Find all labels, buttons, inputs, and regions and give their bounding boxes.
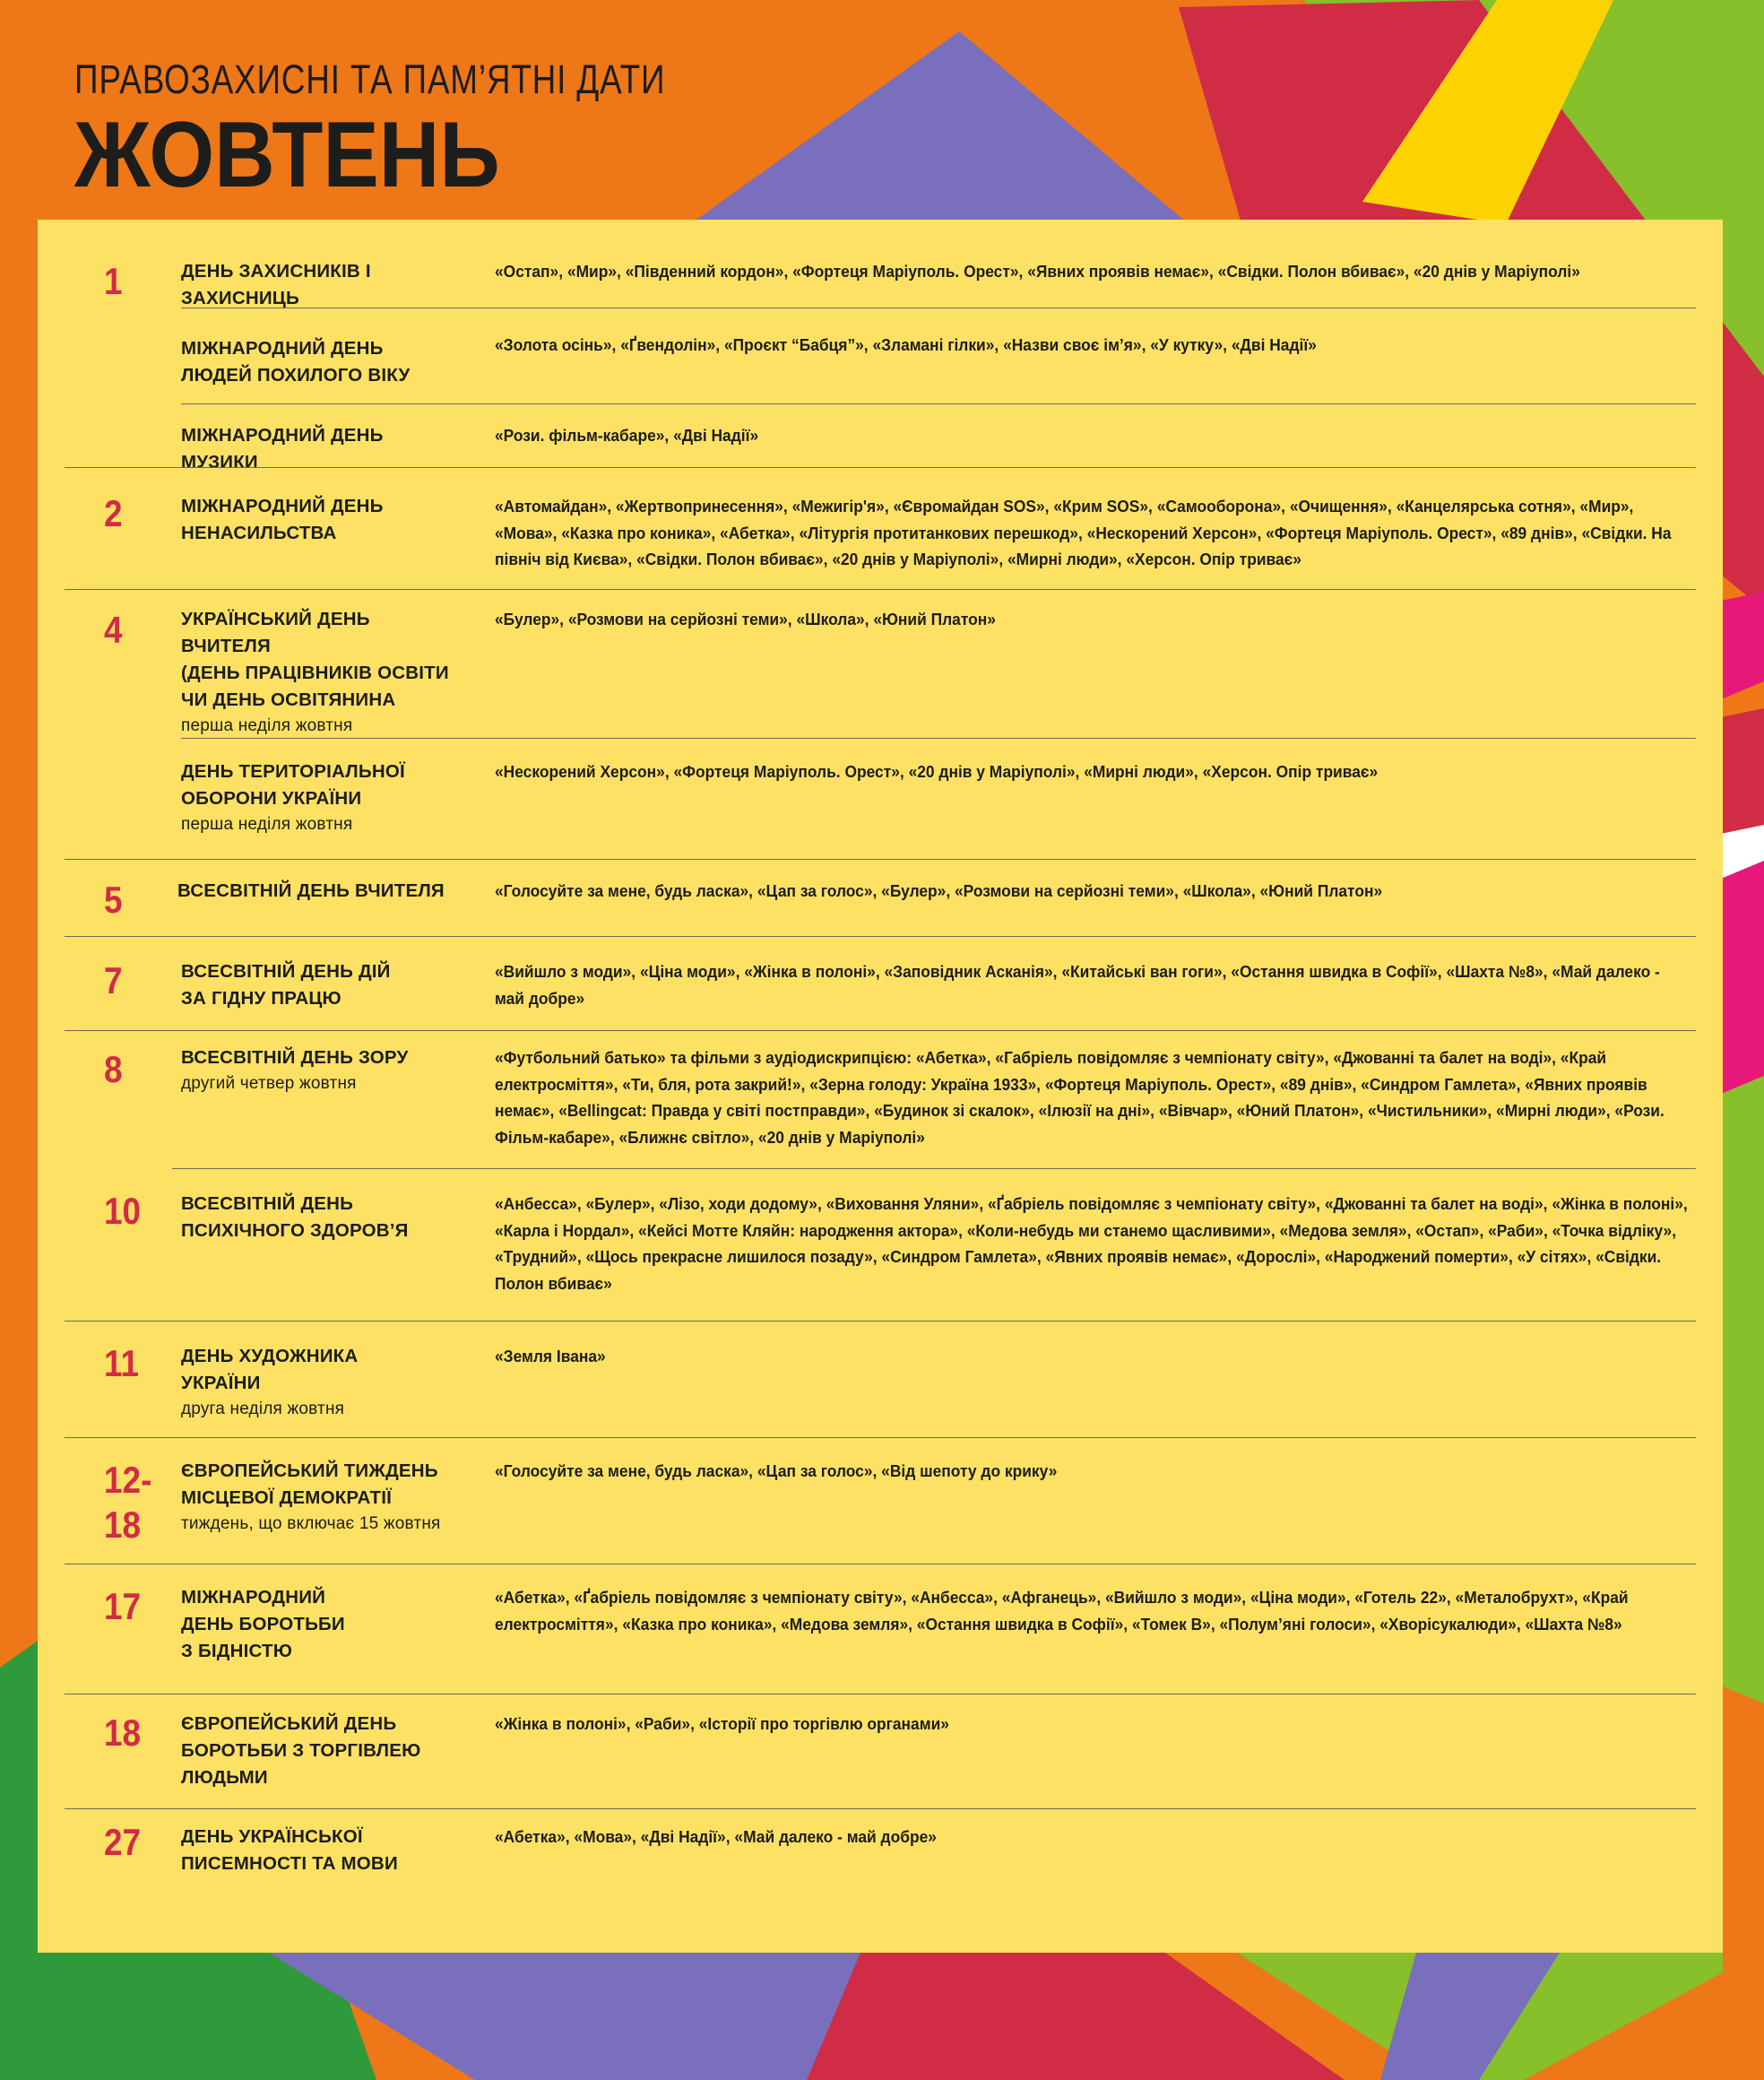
observance-note: друга неділя жовтня (181, 1400, 345, 1418)
day-number: 7 (104, 959, 123, 1001)
date-group-8 (65, 1031, 1696, 1169)
page-title: ЖОВТЕНЬ (74, 103, 500, 207)
date-entry (181, 1031, 1696, 1169)
date-entry (181, 590, 1696, 739)
day-number: 8 (104, 1048, 123, 1090)
date-entry (181, 937, 1696, 1031)
dates-table (38, 220, 1723, 1953)
date-entry (181, 468, 1696, 590)
observance-title: ВСЕСВІТНІЙ ДЕНЬ ВЧИТЕЛЯ (177, 880, 445, 901)
observance-name (181, 335, 459, 389)
date-group-2 (65, 468, 1696, 590)
observance-name (181, 1824, 459, 1877)
day-number: 5 (104, 879, 123, 921)
observance-name (181, 758, 459, 837)
date-group-11 (65, 1322, 1696, 1438)
observance-name (181, 1044, 459, 1096)
film-list: «Жінка в полоні», «Раби», «Історії про торгівлю органами» (495, 1714, 949, 1733)
film-list: «Земля Івана» (495, 1347, 606, 1365)
green-shape-right (1721, 1076, 1764, 1703)
observance-title: УКРАЇНСЬКИЙ ДЕНЬ ВЧИТЕЛЯ (ДЕНЬ ПРАЦІВНИКІВ ОСВІТИ ЧИ ДЕНЬ ОСВІТЯНИНА (181, 609, 449, 710)
film-list: «Анбесса», «Булер», «Лізо, ходи додому», «Виховання Уляни», «Ґабріель повідомляє з чемпіонату світу», «Джованні та балет на воді», «Жінка в полоні», «Карла і Нордал», «Кейсі Мотте Кляйн: народження актора», «Коли-небудь ми станемо щасливими», «Медова земля», «Остап», «Раби», «Точка відліку», «Трудний», «Щось прекрасне лишилося позаду», «Синдром Гамлета», «Явних проявів немає», «Дорослі», «Народжений померти», «У сітях», «Свідки. Полон вбиває» (495, 1194, 1688, 1293)
day-number: 10 (104, 1190, 142, 1232)
page-header (74, 56, 795, 207)
date-entry (181, 1438, 1696, 1564)
date-group-27 (65, 1809, 1696, 1917)
observance-title: ДЕНЬ ТЕРИТОРІАЛЬНОЇ ОБОРОНИ УКРАЇНИ (181, 761, 405, 809)
observance-note: другий четвер жовтня (181, 1074, 357, 1093)
film-list: «Вийшло з моди», «Ціна моди», «Жінка в полоні», «Заповідник Асканія», «Китайські ван гоги», «Остання швидка в Софії», «Шахта №8», «Май далеко - май добре» (495, 962, 1660, 1008)
date-entry (181, 220, 1696, 308)
film-list: «Остап», «Мир», «Південний кордон», «Фортеця Маріуполь. Орест», «Явних проявів немає», «Свідки. Полон вбиває», «20 днів у Маріуполі» (495, 262, 1580, 281)
film-list: «Абетка», «Мова», «Дві Надії», «Май далеко - май добре» (495, 1827, 937, 1846)
observance-name (181, 1458, 459, 1537)
observance-title: ВСЕСВІТНІЙ ДЕНЬ ЗОРУ (181, 1047, 409, 1068)
date-entry (181, 404, 1696, 472)
observance-name (181, 958, 459, 1012)
date-group-7 (65, 937, 1696, 1031)
film-list: «Рози. фільм-кабаре», «Дві Надії» (495, 426, 759, 445)
day-number: 17 (104, 1585, 142, 1627)
film-list: «Голосуйте за мене, будь ласка», «Цап за голос», «Булер», «Розмови на серйозні теми», «Школа», «Юний Платон» (495, 881, 1383, 900)
crimson-shape-right (1721, 708, 1764, 834)
page-subtitle: ПРАВОЗАХИСНІ ТА ПАМ’ЯТНІ ДАТИ (74, 56, 666, 102)
date-group-5 (65, 860, 1696, 937)
day-number: 18 (104, 1712, 142, 1754)
observance-name (181, 1584, 459, 1665)
observance-name (181, 1191, 459, 1244)
film-list: «Футбольний батько» та фільми з аудіодискрипцією: «Абетка», «Габріель повідомляє з чемпіонату світу», «Джованні та балет на воді», «Край електросміття», «Ти, бля, рота закрий!», «Зерна голоду: Україна 1933», «Фортеця Маріуполь. Орест», «89 днів», «Синдром Гамлета», «Явних проявів немає», «Bellingcat: Правда у світі постправди», «Будинок зі скалок», «Ілюзії на дні», «Вівчар», «Юний Платон», «Чистильники», «Мирні люди», «Рози. Фільм-кабаре», «Ближнє світло», «20 днів у Маріуполі» (495, 1048, 1665, 1147)
date-group-10 (65, 1169, 1696, 1322)
observance-name (181, 606, 459, 739)
day-number: 27 (104, 1821, 142, 1863)
green-shape-left (0, 1641, 38, 1972)
day-number: 4 (104, 609, 123, 651)
day-number: 1 (104, 260, 123, 302)
day-number: 12- 18 (104, 1459, 152, 1546)
observance-name (181, 493, 459, 547)
date-group-1 (65, 220, 1696, 472)
observance-title: ДЕНЬ УКРАЇНСЬКОЇ ПИСЕМНОСТІ ТА МОВИ (181, 1826, 398, 1874)
film-list: «Голосуйте за мене, будь ласка», «Цап за голос», «Від шепоту до крику» (495, 1461, 1058, 1480)
observance-name (181, 258, 459, 312)
film-list: «Золота осінь», «Ґвендолін», «Проєкт “Бабця”», «Зламані гілки», «Назви своє ім’я», «У кутку», «Дві Надії» (495, 335, 1317, 354)
observance-title: ЄВРОПЕЙСЬКИЙ ДЕНЬ БОРОТЬБИ З ТОРГІВЛЕЮ ЛЮДЬМИ (181, 1713, 421, 1788)
date-group-18 (65, 1694, 1696, 1809)
observance-name (177, 878, 455, 905)
date-entry (181, 739, 1696, 860)
observance-title: ЄВРОПЕЙСЬКИЙ ТИЖДЕНЬ МІСЦЕВОЇ ДЕМОКРАТІЇ (181, 1460, 438, 1508)
observance-title: ВСЕСВІТНІЙ ДЕНЬ ДІЙ ЗА ГІДНУ ПРАЦЮ (181, 961, 391, 1009)
date-entry (181, 1564, 1696, 1694)
date-entry (181, 1694, 1696, 1809)
observance-note: тиждень, що включає 15 жовтня (181, 1514, 441, 1533)
observance-note: перша неділя жовтня (181, 716, 353, 735)
date-group-17 (65, 1564, 1696, 1694)
date-entry (181, 1809, 1696, 1917)
observance-name (181, 1711, 459, 1791)
day-number: 2 (104, 492, 123, 534)
observance-title: МІЖНАРОДНИЙ ДЕНЬ МУЗИКИ (181, 425, 384, 472)
date-group-4 (65, 590, 1696, 860)
film-list: «Булер», «Розмови на серйозні теми», «Школа», «Юний Платон» (495, 610, 996, 628)
date-group-12-18 (65, 1438, 1696, 1564)
date-entry (177, 860, 1696, 937)
magenta-shape-right-1 (1721, 592, 1764, 699)
observance-note: перша неділя жовтня (181, 815, 353, 834)
date-entry (181, 308, 1696, 404)
film-list: «Автомайдан», «Жертвопринесення», «Межигір'я», «Євромайдан SOS», «Крим SOS», «Самооборона», «Очищення», «Канцелярська сотня», «Мир», «Мова», «Казка про коника», «Абетка», «Літургія протитанкових перешкод», «Нескорений Херсон», «Фортеця Маріуполь. Орест», «89 днів», «Свідки. На північ від Києва», «Свідки. Полон вбиває», «20 днів у Маріуполі», «Мирні люди», «Херсон. Опір триває» (495, 497, 1672, 568)
day-number: 11 (104, 1342, 140, 1384)
film-list: «Абетка», «Ґабріель повідомляє з чемпіонату світу», «Анбесса», «Афганець», «Вийшло з моди», «Ціна моди», «Готель 22», «Металобрухт», «Край електросміття», «Казка про коника», «Медова земля», «Остання швидка в Софії», «Томек В», «Полум’яні голоси», «Хворісукалюди», «Шахта №8» (495, 1588, 1629, 1634)
observance-title: ВСЕСВІТНІЙ ДЕНЬ ПСИХІЧНОГО ЗДОРОВ’Я (181, 1193, 409, 1241)
observance-title: МІЖНАРОДНИЙ ДЕНЬ БОРОТЬБИ З БІДНІСТЮ (181, 1587, 345, 1661)
date-entry (181, 1169, 1696, 1322)
magenta-shape-right-2 (1721, 861, 1764, 1094)
observance-title: МІЖНАРОДНИЙ ДЕНЬ ЛЮДЕЙ ПОХИЛОГО ВІКУ (181, 338, 411, 386)
observance-title: ДЕНЬ ЗАХИСНИКІВ І ЗАХИСНИЦЬ (181, 261, 371, 308)
observance-title: ДЕНЬ ХУДОЖНИКА УКРАЇНИ (181, 1346, 359, 1393)
observance-name (181, 1343, 459, 1422)
observance-title: МІЖНАРОДНИЙ ДЕНЬ НЕНАСИЛЬСТВА (181, 496, 384, 543)
film-list: «Нескорений Херсон», «Фортеця Маріуполь. Орест», «20 днів у Маріуполі», «Мирні люди», «Херсон. Опір триває» (495, 762, 1379, 781)
date-entry (181, 1322, 1696, 1438)
